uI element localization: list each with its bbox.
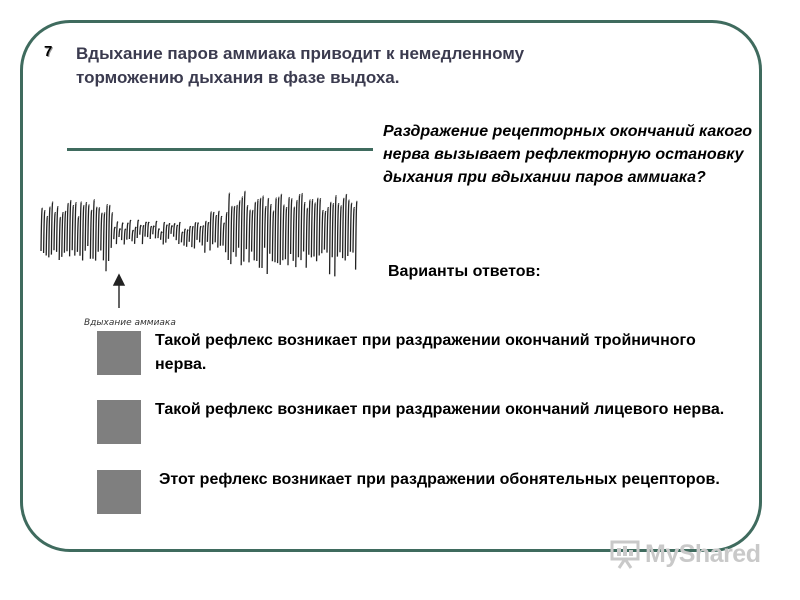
answer-checkbox-3[interactable] <box>97 470 141 514</box>
answer-option-2[interactable] <box>97 400 747 450</box>
figure-caption: Вдыхание аммиака <box>84 318 176 328</box>
answer-text-1: Такой рефлекс возникает при раздражении окончаний тройничного нерва. <box>155 332 696 373</box>
divider-line <box>67 148 373 151</box>
inhalation-arrow-icon <box>114 275 124 308</box>
answer-option-1[interactable] <box>97 331 747 381</box>
watermark-text: MyShared <box>645 539 761 568</box>
answer-checkbox-2[interactable] <box>97 400 141 444</box>
answer-text-3: Этот рефлекс возникает при раздражении обонятельных рецепторов. <box>159 471 720 488</box>
answer-text-2: Такой рефлекс возникает при раздражении окончаний лицевого нерва. <box>155 401 725 418</box>
answer-checkbox-1[interactable] <box>97 331 141 375</box>
answer-option-3[interactable] <box>97 470 747 520</box>
question-number: 7 <box>44 43 53 60</box>
breathing-trace-waves <box>41 191 357 276</box>
answers-heading: Варианты ответов: <box>388 263 541 280</box>
question-text: Раздражение рецепторных окончаний какого нерва вызывает рефлекторную остановку дыхания при вдыхании паров аммиака? <box>383 123 753 186</box>
watermark <box>609 537 760 571</box>
slide-title: Вдыхание паров аммиака приводит к немедленному торможению дыхания в фазе выдоха. <box>76 44 525 87</box>
breathing-trace-figure <box>38 158 360 328</box>
breathing-trace-path <box>41 191 357 276</box>
presentation-board-icon <box>609 538 641 570</box>
